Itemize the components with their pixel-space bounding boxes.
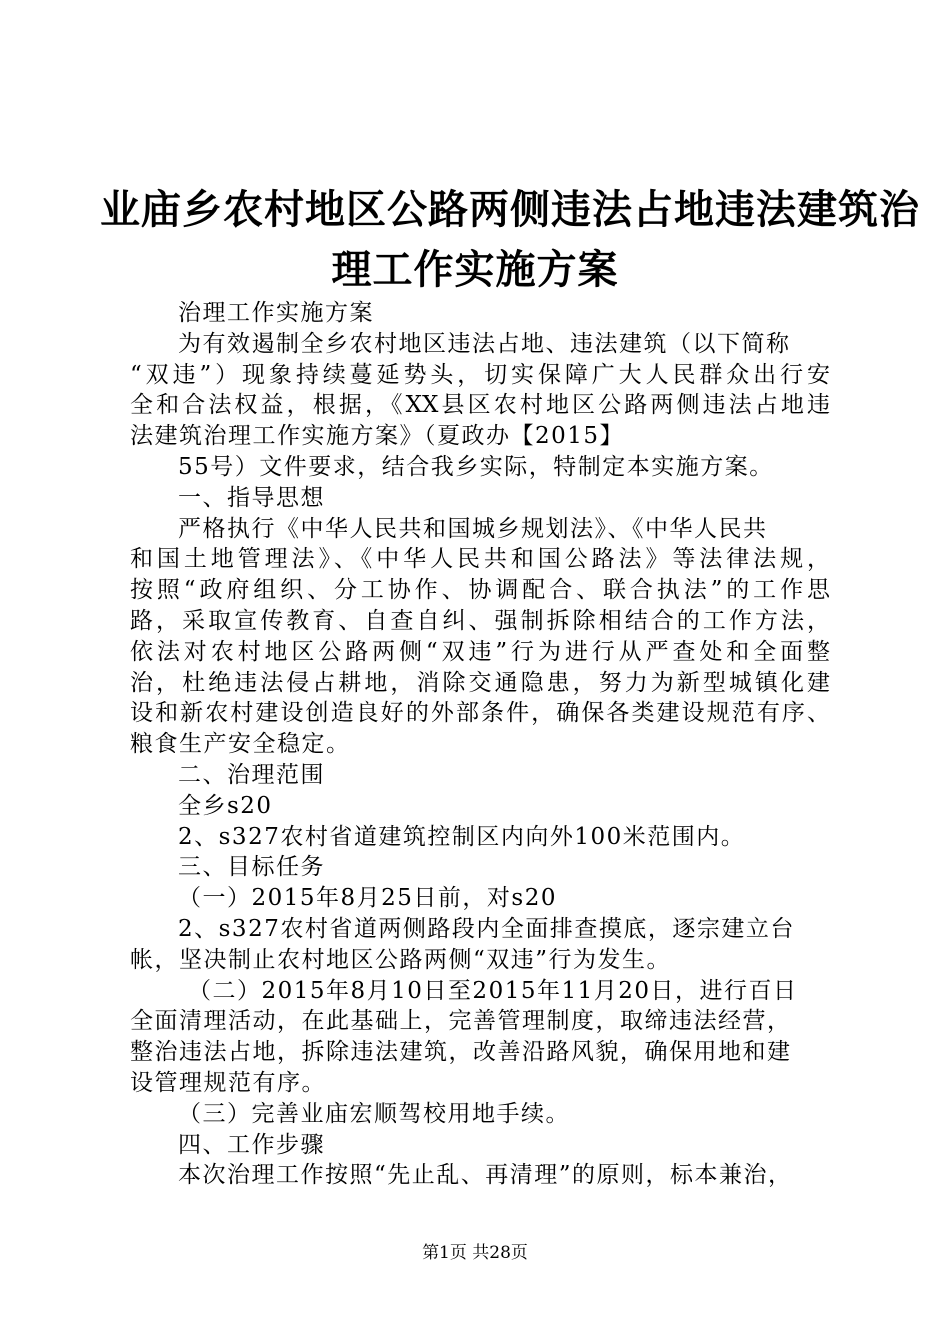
paragraph-line: 依法对农村地区公路两侧“双违”行为进行从严查处和全面整 — [130, 638, 830, 665]
paragraph-line: 法建筑治理工作实施方案》（夏政办【2015】 — [130, 423, 625, 450]
document-body — [130, 298, 830, 1191]
paragraph-line: 整治违法占地，拆除违法建筑，改善沿路风貌，确保用地和建 — [130, 1039, 792, 1066]
paragraph-line: 路，采取宣传教育、自查自纠、强制拆除相结合的工作方法， — [130, 607, 830, 634]
paragraph-line: 全面清理活动，在此基础上，完善管理制度，取缔违法经营， — [130, 1008, 792, 1035]
paragraph-line: 治，杜绝违法侵占耕地，消除交通隐患，努力为新型城镇化建 — [130, 669, 830, 696]
paragraph-line: 严格执行《中华人民共和国城乡规划法》、《中华人民共 — [178, 515, 768, 542]
section-heading: 四、工作步骤 — [178, 1131, 325, 1158]
paragraph-line: 全乡s20 — [178, 792, 273, 819]
section-heading: 二、治理范围 — [178, 761, 325, 788]
section-heading: 三、目标任务 — [178, 854, 325, 881]
paragraph-line: 按照“政府组织、分工协作、协调配合、联合执法”的工作思 — [130, 577, 830, 604]
section-heading: 一、指导思想 — [178, 484, 325, 511]
page-number-footer: 第1页 共28页 — [422, 1243, 528, 1263]
paragraph-line: 设管理规范有序。 — [130, 1069, 326, 1096]
paragraph-line: （三）完善业庙宏顺驾校用地手续。 — [178, 1100, 570, 1127]
paragraph-line: 55号）文件要求，结合我乡实际，特制定本实施方案。 — [178, 453, 774, 480]
paragraph-line: 2、s327农村省道两侧路段内全面排查摸底，逐宗建立台 — [178, 915, 795, 942]
paragraph-line: 本次治理工作按照“先止乱、再清理”的原则，标本兼治， — [178, 1162, 793, 1189]
paragraph-line: 全和合法权益，根据，《XX县区农村地区公路两侧违法占地违 — [130, 392, 830, 419]
paragraph-line: （二）2015年8月10日至2015年11月20日，进行百日 — [188, 977, 798, 1004]
paragraph-line: 设和新农村建设创造良好的外部条件，确保各类建设规范有序、 — [130, 700, 830, 727]
document-title-line-2: 理工作实施方案 — [331, 246, 619, 293]
paragraph-line: 粮食生产安全稳定。 — [130, 731, 351, 758]
document-title-line-1: 业庙乡农村地区公路两侧违法占地违法建筑治 — [100, 186, 920, 233]
paragraph-line: 帐，坚决制止农村地区公路两侧“双违”行为发生。 — [130, 946, 672, 973]
paragraph-line: 和国土地管理法》、《中华人民共和国公路法》等法律法规， — [130, 546, 830, 573]
paragraph-line: “双违”）现象持续蔓延势头，切实保障广大人民群众出行安 — [130, 361, 830, 388]
paragraph-line: 为有效遏制全乡农村地区违法占地、违法建筑（以下简称 — [178, 330, 791, 357]
paragraph-line: 2、s327农村省道建筑控制区内向外100米范围内。 — [178, 823, 746, 850]
paragraph-line: 治理工作实施方案 — [178, 300, 374, 326]
paragraph-line: （一）2015年8月25日前，对s20 — [178, 885, 558, 912]
